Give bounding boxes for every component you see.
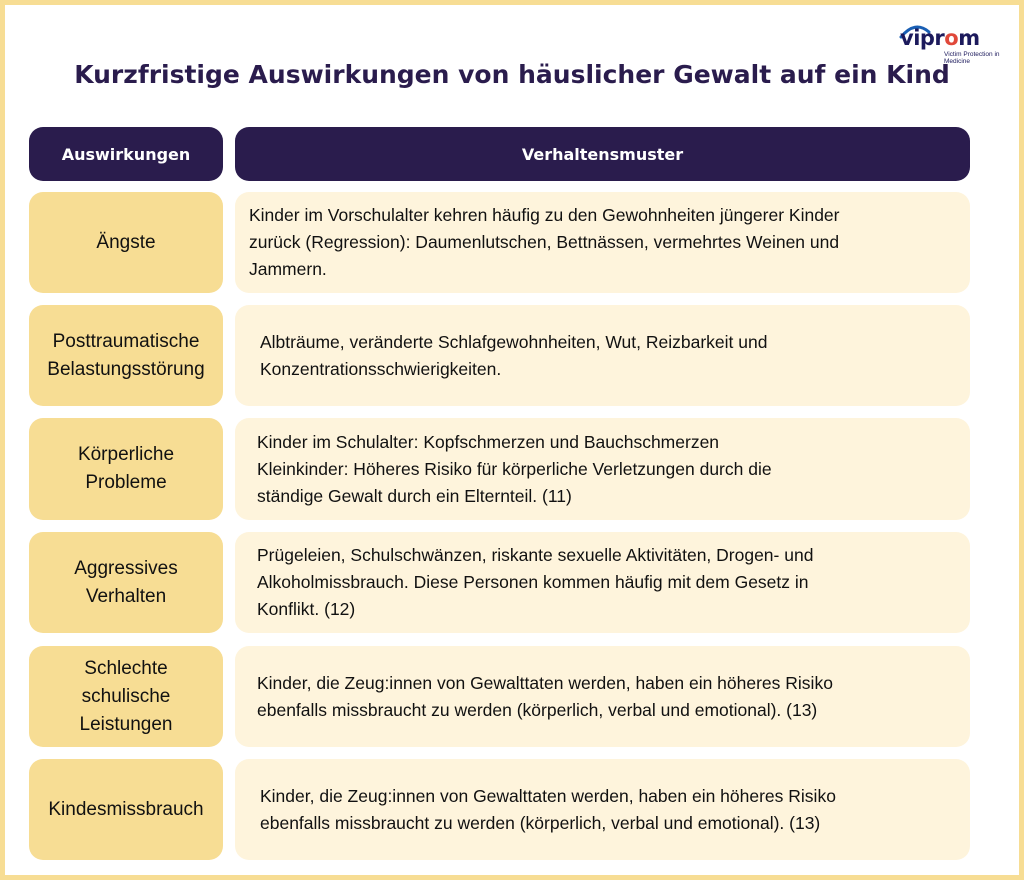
page-title: Kurzfristige Auswirkungen von häuslicher Gewalt auf ein Kind [74,60,950,89]
pattern-cell: Prügeleien, Schulschwänzen, riskante sexuelle Aktivitäten, Drogen- und Alkoholmissbrauch. Diese Personen kommen häufig mit dem Gesetz in Konflikt. (12) [235,532,970,633]
table-row [0,418,1024,520]
pattern-cell: Kinder, die Zeug:innen von Gewalttaten werden, haben ein höheres Risiko ebenfalls missbraucht zu werden (körperlich, verbal und emotional). (13) [235,646,970,747]
column-header-patterns: Verhaltensmuster [235,127,970,181]
table-row [0,646,1024,747]
effect-cell: Posttraumatische Belastungsstörung [29,305,223,406]
table-row [0,759,1024,860]
column-header-effects: Auswirkungen [29,127,223,181]
effect-cell: Ängste [29,192,223,293]
pattern-cell: Kinder im Schulalter: Kopfschmerzen und Bauchschmerzen Kleinkinder: Höheres Risiko für körperliche Verletzungen durch die ständige Gewalt durch ein Elternteil. (11) [235,418,970,520]
effect-cell: Körperliche Probleme [29,418,223,520]
effect-cell: Schlechte schulische Leistungen [29,646,223,747]
table-row [0,305,1024,406]
table-row [0,532,1024,633]
effect-cell: Aggressives Verhalten [29,532,223,633]
effect-cell: Kindesmissbrauch [29,759,223,860]
logo-wordmark: viprom [900,26,980,50]
pattern-cell: Kinder, die Zeug:innen von Gewalttaten werden, haben ein höheres Risiko ebenfalls missbraucht zu werden (körperlich, verbal und emotional). (13) [235,759,970,860]
table-row [0,192,1024,293]
logo-tagline: Victim Protection in Medicine [944,51,1000,65]
pattern-cell: Kinder im Vorschulalter kehren häufig zu den Gewohnheiten jüngerer Kinder zurück (Regression): Daumenlutschen, Bettnässen, vermehrtes Weinen und Jammern. [235,192,970,293]
pattern-cell: Albträume, veränderte Schlafgewohnheiten, Wut, Reizbarkeit und Konzentrationsschwierigkeiten. [235,305,970,406]
